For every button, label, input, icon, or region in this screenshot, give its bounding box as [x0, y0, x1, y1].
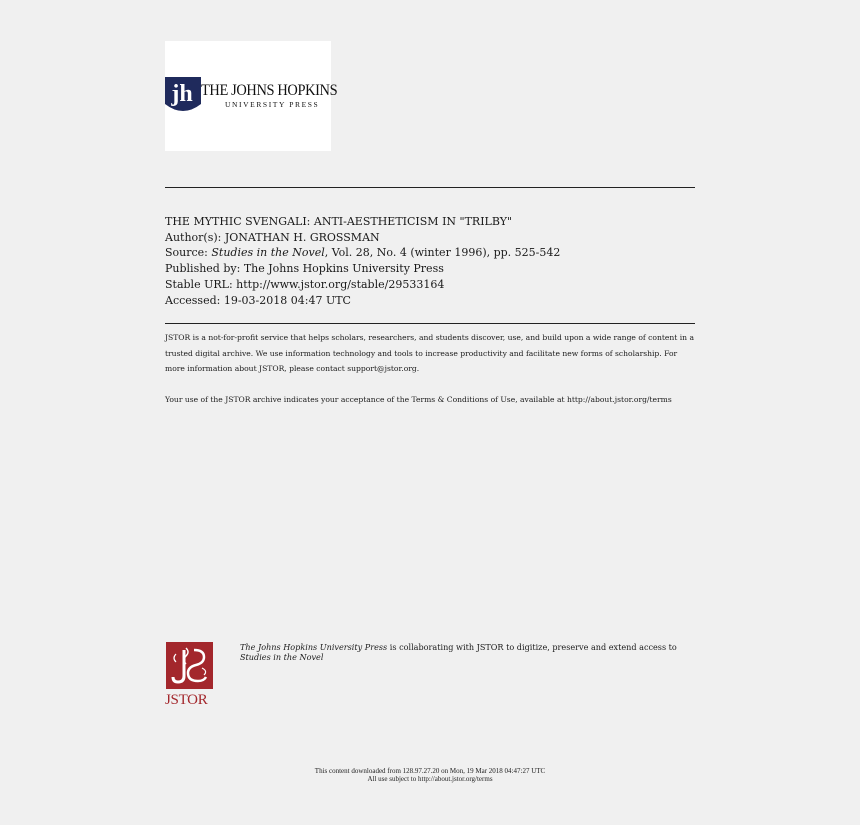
divider-middle	[165, 323, 695, 324]
stable-url-link[interactable]: http://www.jstor.org/stable/29533164	[236, 277, 445, 291]
publisher-name: The Johns Hopkins University Press	[243, 262, 444, 276]
article-metadata	[165, 214, 560, 308]
download-footer-line: This content downloaded from 128.97.27.20 on Mon, 19 Mar 2018 04:47:27 UTC	[314, 767, 546, 775]
article-publisher-line	[165, 261, 560, 277]
article-stable-url-line	[165, 277, 560, 293]
terms-footer-line: All use subject to http://about.jstor.org/terms	[367, 775, 493, 783]
collab-journal: Studies in the Novel	[240, 652, 324, 663]
collab-text: is collaborating with JSTOR to digitize, preserve and extend access to	[387, 642, 677, 652]
article-title: THE MYTHIC SVENGALI: ANTI-AESTHETICISM IN "TRILBY"	[165, 215, 513, 228]
jstor-logo	[165, 642, 215, 710]
jstor-notice-paragraph: JSTOR is a not-for-profit service that helps scholars, researchers, and students discover, use, and build upon a wide range of content in a trusted digital archive. We use information technology and tools to increase productivity and facilitate new forms of scholarship. For more information about JSTOR, please contact support@jstor.org.	[165, 333, 695, 374]
svg-text:jh: jh	[171, 81, 193, 107]
jstor-emblem-icon	[166, 642, 213, 689]
accessed-date: 19-03-2018 04:47 UTC	[223, 293, 351, 307]
stable-url-label: Stable URL:	[165, 277, 237, 291]
author-label: Author(s):	[165, 230, 225, 244]
article-accessed-line	[165, 293, 560, 309]
collaboration-statement	[240, 642, 680, 663]
divider-top	[165, 187, 695, 188]
article-source-line	[165, 245, 560, 261]
publisher-logo	[165, 41, 338, 151]
accessed-label: Accessed:	[165, 293, 224, 307]
publisher-label: Published by:	[165, 262, 244, 276]
jstor-wordmark: JSTOR	[165, 692, 208, 708]
source-label: Source:	[165, 246, 212, 260]
author-name: JONATHAN H. GROSSMAN	[224, 230, 380, 244]
source-journal: Studies in the Novel	[211, 246, 325, 260]
terms-notice-paragraph: Your use of the JSTOR archive indicates your acceptance of the Terms & Conditions of Use, available at http://about.jstor.org/terms	[165, 395, 672, 404]
source-details: , Vol. 28, No. 4 (winter 1996), pp. 525-542	[324, 246, 561, 260]
jh-shield-icon	[165, 74, 201, 118]
publisher-logo-name: THE JOHNS HOPKINS	[201, 82, 338, 99]
article-author-line	[165, 230, 560, 246]
publisher-logo-subtitle: UNIVERSITY PRESS	[225, 100, 320, 109]
collab-publisher: The Johns Hopkins University Press	[240, 642, 388, 652]
